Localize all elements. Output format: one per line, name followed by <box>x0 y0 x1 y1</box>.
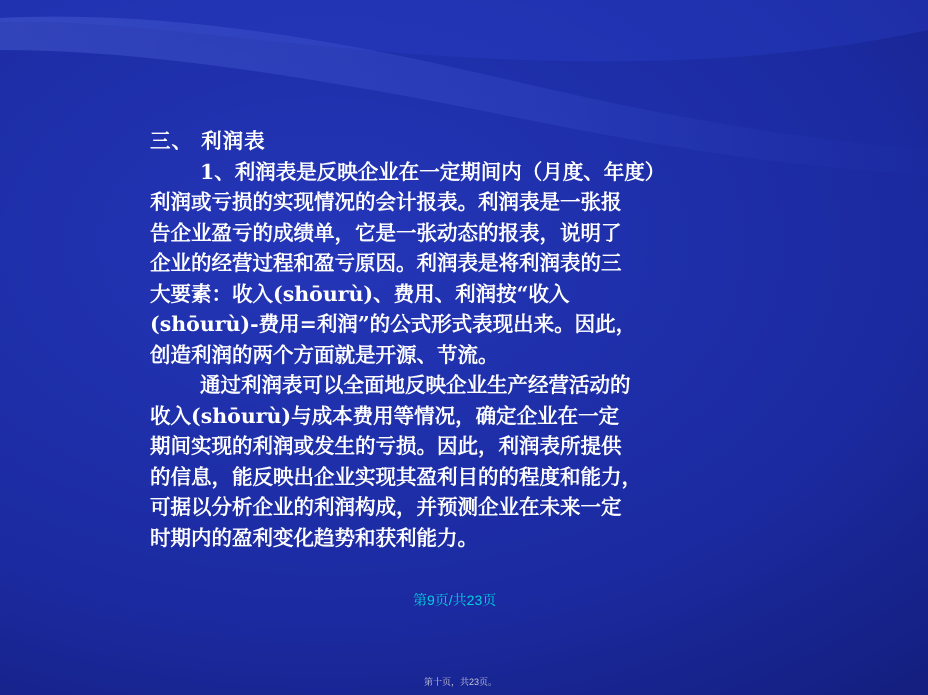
paragraph-line: 通过利润表可以全面地反映企业生产经营活动的 <box>200 373 631 397</box>
page-number-label: 第9页/共23页 <box>413 592 497 608</box>
paragraph-line: 告企业盈亏的成绩单，它是一张动态的报表，说明了 <box>150 220 622 245</box>
paragraph-line: 可据以分析企业的利润构成，并预测企业在未来一定 <box>150 495 622 519</box>
paragraph-line: 收入(shōurù)与成本费用等情况，确定企业在一定 <box>150 403 620 428</box>
paragraph-line: 利润或亏损的实现情况的会计报表。利润表是一张报 <box>150 190 622 214</box>
footer-page-label: 第十页，共23页。 <box>424 677 498 687</box>
paragraph-line: 1、利润表是反映企业在一定期间内（月度、年度） <box>200 159 666 184</box>
paragraph-line: 期间实现的利润或发生的亏损。因此，利润表所提供 <box>150 434 622 458</box>
paragraph-line: 时期内的盈利变化趋势和获利能力。 <box>150 525 478 550</box>
paragraph-line: 大要素：收入(shōurù)、费用、利润按“收入 <box>150 281 570 306</box>
paragraph-line: 企业的经营过程和盈亏原因。利润表是将利润表的三 <box>150 251 622 275</box>
paragraph-line: 创造利润的两个方面就是开源、节流。 <box>150 342 499 367</box>
body-text <box>150 126 790 553</box>
section-heading: 三、 利润表 <box>150 129 266 153</box>
paragraph-line: 的信息，能反映出企业实现其盈利目的的程度和能力， <box>150 464 642 489</box>
paragraph-line: (shōurù)-费用=利润”的公式形式表现出来。因此， <box>150 312 637 336</box>
